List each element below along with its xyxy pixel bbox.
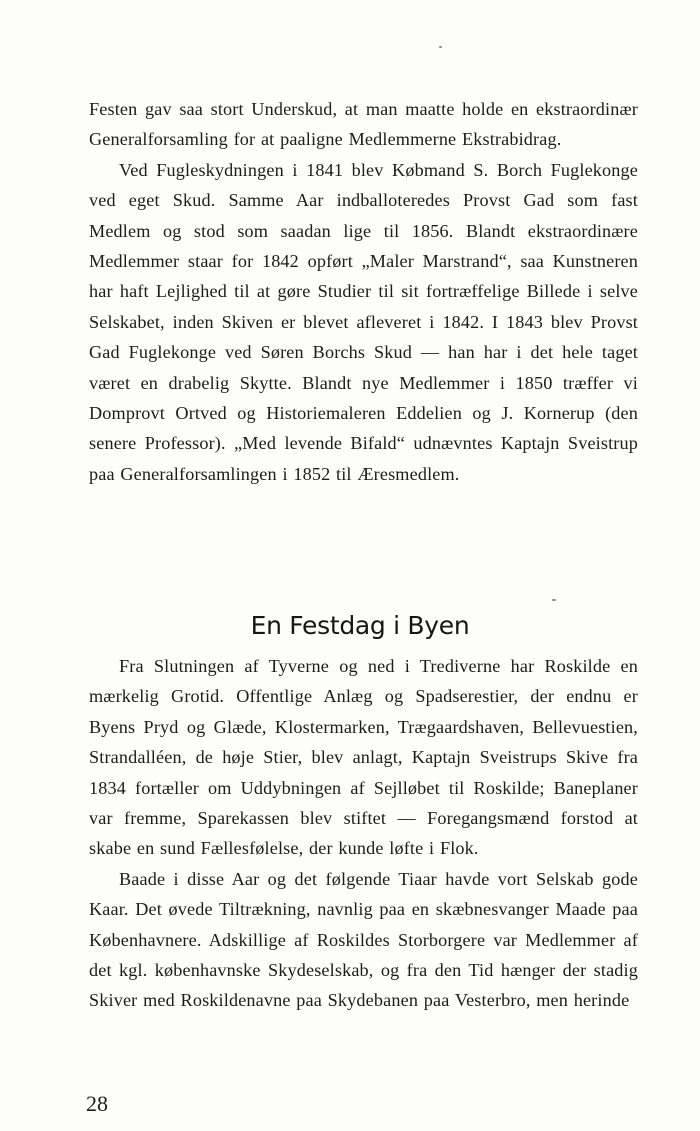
text-block-top [89, 94, 638, 489]
paragraph: Festen gav saa stort Underskud, at man maatte holde en ekstraordinær Generalforsamling for at paaligne Medlemmerne Ekstrabidrag. [89, 99, 638, 150]
paragraph: Fra Slutningen af Tyverne og ned i Trediverne har Roskilde en mærkelig Grotid. Offentlige Anlæg og Spadserestier, der endnu er Byens Pryd og Glæde, Klostermarken, Trægaardshaven, Bellevuestien, Strandalléen, de høje Stier, blev anlagt, Kaptajn Sveistrups Skive fra 1834 fortæller om Uddybningen af Sejlløbet til Roskilde; Baneplaner var fremme, Sparekassen blev stiftet — Foregangsmænd forstod at skabe en sund Fællesfølelse, der kunde løfte i Flok. [89, 656, 638, 859]
paragraph: Baade i disse Aar og det følgende Tiaar havde vort Selskab gode Kaar. Det øvede Tiltrækning, navnlig paa en skæbnesvanger Maade paa Københavnere. Adskillige af Roskildes Storborgere var Medlemmer af det kgl. københavnske Skydeselskab, og fra den Tid hænger der stadig Skiver med Roskildenavne paa Skydebanen paa Vesterbro, men herinde [89, 868, 638, 1011]
paper-speck [552, 599, 556, 601]
page-number: 28 [86, 1091, 108, 1116]
section-heading: En Festdag i Byen [250, 611, 470, 640]
text-block-bottom [89, 651, 638, 1016]
paragraph: Ved Fugleskydningen i 1841 blev Købmand S. Borch Fuglekonge ved eget Skud. Samme Aar indballoteredes Provst Gad som fast Medlem og stod som saadan lige til 1856. Blandt ekstraordinære Medlemmer staar for 1842 opført „Maler Marstrand“, saa Kunstneren har haft Lejlighed til at gøre Studier til sit fortræffelige Billede i selve Selskabet, inden Skiven er blevet afleveret i 1842. I 1843 blev Provst Gad Fuglekonge ved Søren Borchs Skud — han har i det hele taget været en drabelig Skytte. Blandt nye Medlemmer i 1850 træffer vi Domprovt Ortved og Historiemaleren Eddelien og J. Kornerup (den senere Professor). „Med levende Bifald“ udnævntes Kaptajn Sveistrup paa Generalforsamlingen i 1852 til Æresmedlem. [89, 159, 638, 484]
paper-speck [439, 46, 442, 48]
